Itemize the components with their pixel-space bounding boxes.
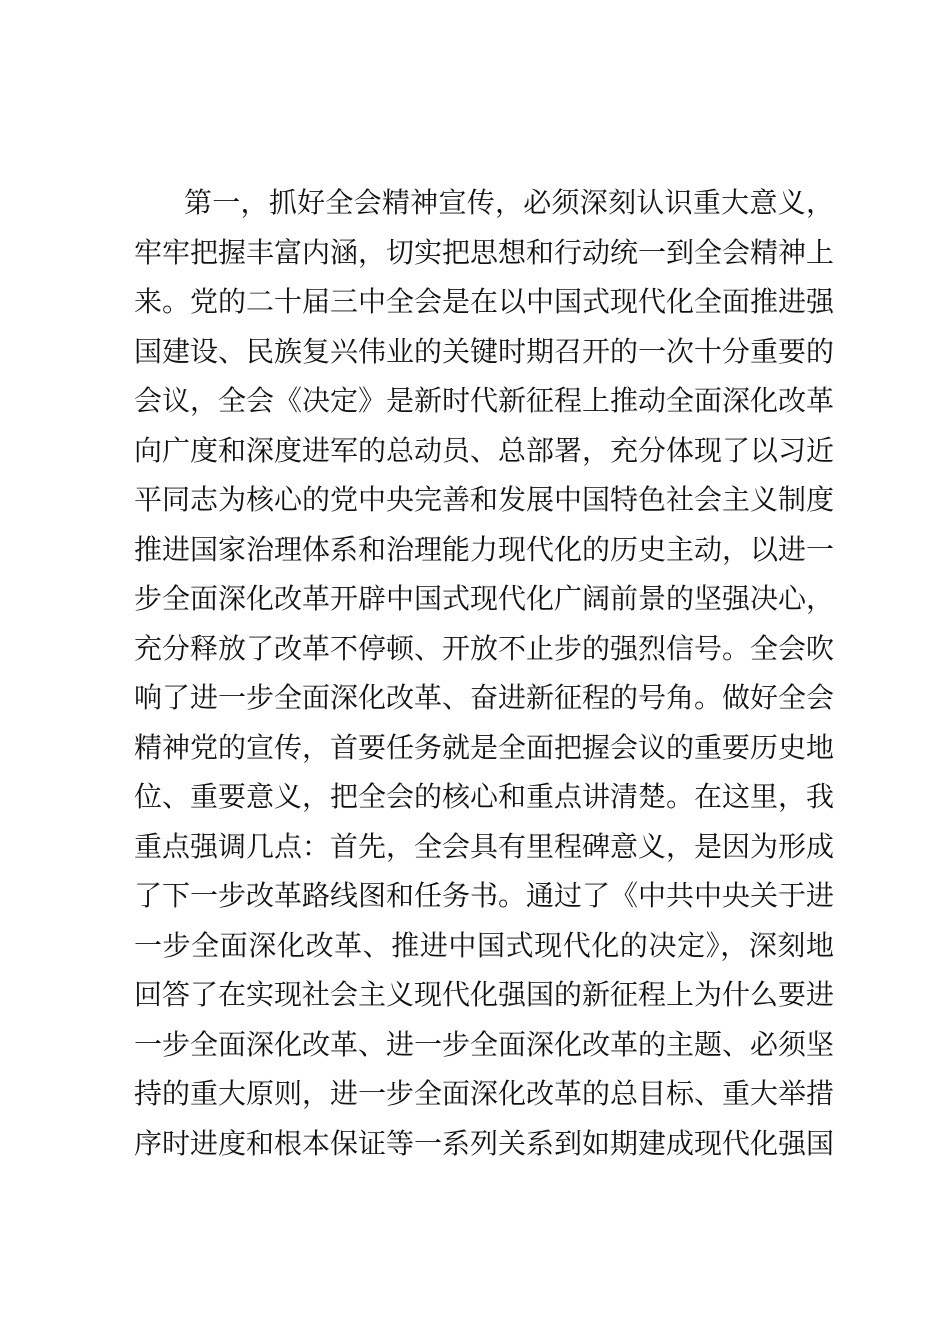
paragraph-line: 序时进度和根本保证等一系列关系到如期建成现代化强国 — [134, 1126, 834, 1160]
paragraph-line: 第一，抓好全会精神宣传，必须深刻认识重大意义， — [184, 186, 834, 219]
paragraph-line: 位、重要意义，把全会的核心和重点讲清楚。在这里，我 — [134, 780, 834, 813]
paragraph-line: 响了进一步全面深化改革、奋进新征程的号角。做好全会 — [134, 681, 834, 714]
paragraph-line: 会议，全会《决定》是新时代新征程上推动全面深化改革 — [134, 384, 834, 417]
paragraph-line: 国建设、民族复兴伟业的关键时期召开的一次十分重要的 — [134, 334, 834, 368]
paragraph-line: 向广度和深度进军的总动员、总部署，充分体现了以习近 — [134, 433, 834, 467]
paragraph-line: 一步全面深化改革、推进中国式现代化的决定》，深刻地 — [134, 928, 834, 962]
paragraph-line: 牢牢把握丰富内涵，切实把思想和行动统一到全会精神上 — [134, 235, 834, 269]
paragraph-line: 了下一步改革路线图和任务书。通过了《中共中央关于进 — [134, 879, 834, 912]
paragraph-line: 一步全面深化改革、进一步全面深化改革的主题、必须坚 — [134, 1027, 834, 1061]
paragraph-line: 持的重大原则，进一步全面深化改革的总目标、重大举措 — [134, 1077, 834, 1110]
paragraph-line: 精神党的宣传，首要任务就是全面把握会议的重要历史地 — [134, 730, 834, 764]
paragraph-line: 平同志为核心的党中央完善和发展中国特色社会主义制度 — [134, 483, 834, 516]
paragraph-line: 步全面深化改革开辟中国式现代化广阔前景的坚强决心， — [134, 582, 834, 615]
paragraph-line: 充分释放了改革不停顿、开放不止步的强烈信号。全会吹 — [134, 631, 834, 665]
paragraph-line: 推进国家治理体系和治理能力现代化的历史主动，以进一 — [134, 532, 834, 566]
paragraph-line: 回答了在实现社会主义现代化强国的新征程上为什么要进 — [134, 978, 834, 1011]
document-body-paragraph — [134, 178, 834, 1168]
paragraph-line: 来。党的二十届三中全会是在以中国式现代化全面推进强 — [134, 285, 834, 318]
paragraph-line: 重点强调几点：首先，全会具有里程碑意义，是因为形成 — [134, 829, 834, 863]
